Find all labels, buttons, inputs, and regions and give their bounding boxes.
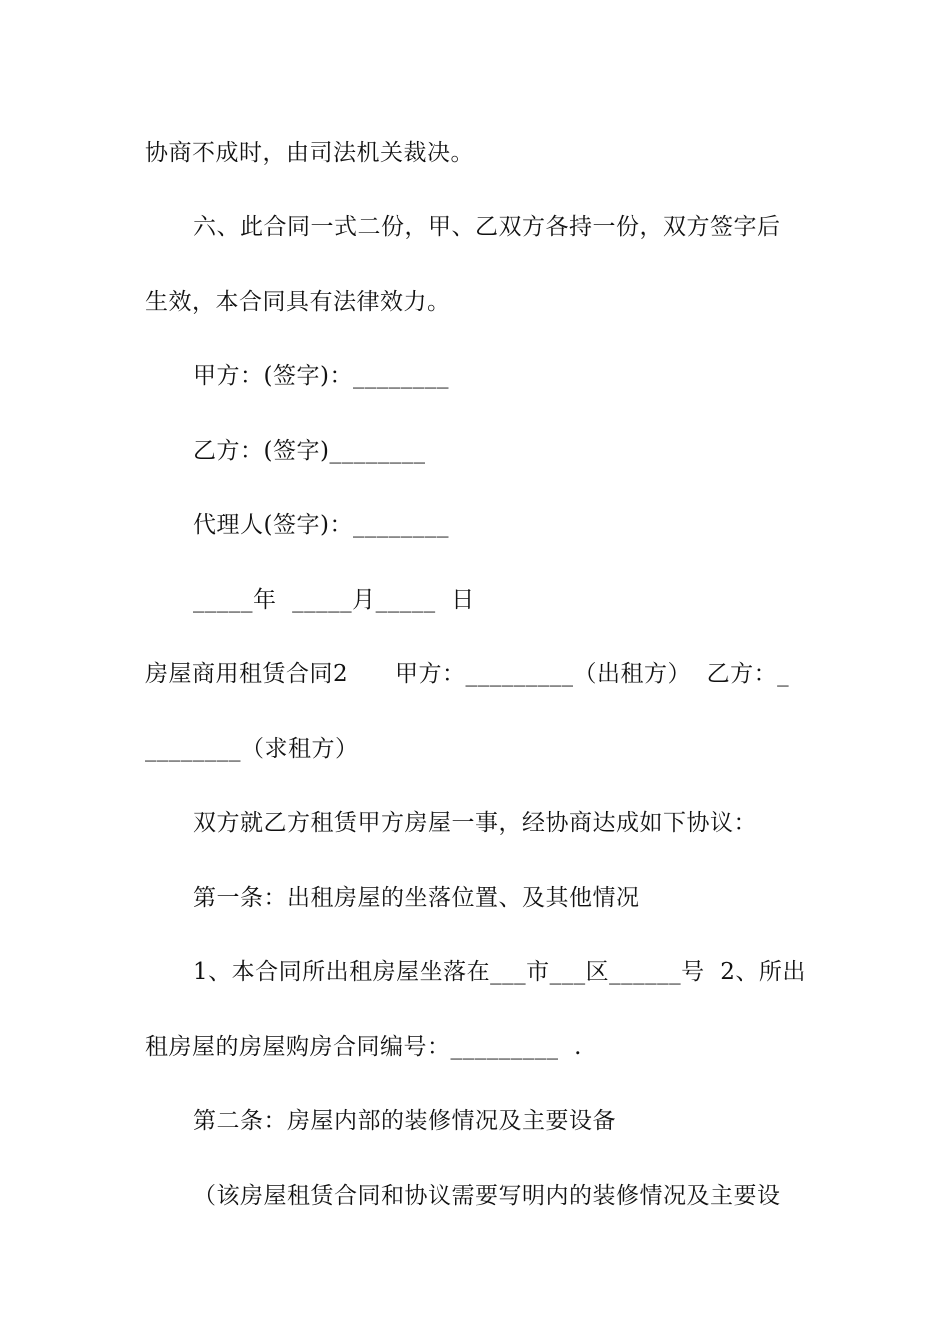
paragraph-line-15: （该房屋租赁合同和协议需要写明内的装修情况及主要设 [193,1183,781,1209]
contract-title-line: 房屋商用租赁合同2 甲方：_________（出租方） 乙方：_ [145,661,790,687]
paragraph-line-3: 生效，本合同具有法律效力。 [145,289,451,315]
paragraph-line-10: 双方就乙方租赁甲方房屋一事，经协商达成如下协议： [193,810,757,836]
paragraph-line-9: ________（求租方） [145,736,359,762]
agent-signature-line: 代理人(签字)：________ [193,512,449,538]
party-b-signature-line: 乙方：(签字)________ [193,438,426,464]
article-one-heading: 第一条：出租房屋的坐落位置、及其他情况 [193,885,640,911]
paragraph-line-2: 六、此合同一式二份，甲、乙双方各持一份，双方签字后 [193,214,781,240]
paragraph-line-13: 租房屋的房屋购房合同编号：_________ . [145,1034,582,1060]
party-a-signature-line: 甲方：(签字)：________ [193,363,449,389]
article-two-heading: 第二条：房屋内部的装修情况及主要设备 [193,1108,616,1134]
paragraph-line-12: 1、本合同所出租房屋坐落在___市___区______号 2、所出 [193,959,806,985]
paragraph-line-1: 协商不成时，由司法机关裁决。 [145,140,474,166]
date-line: _____年 _____月_____ 日 [193,587,475,613]
